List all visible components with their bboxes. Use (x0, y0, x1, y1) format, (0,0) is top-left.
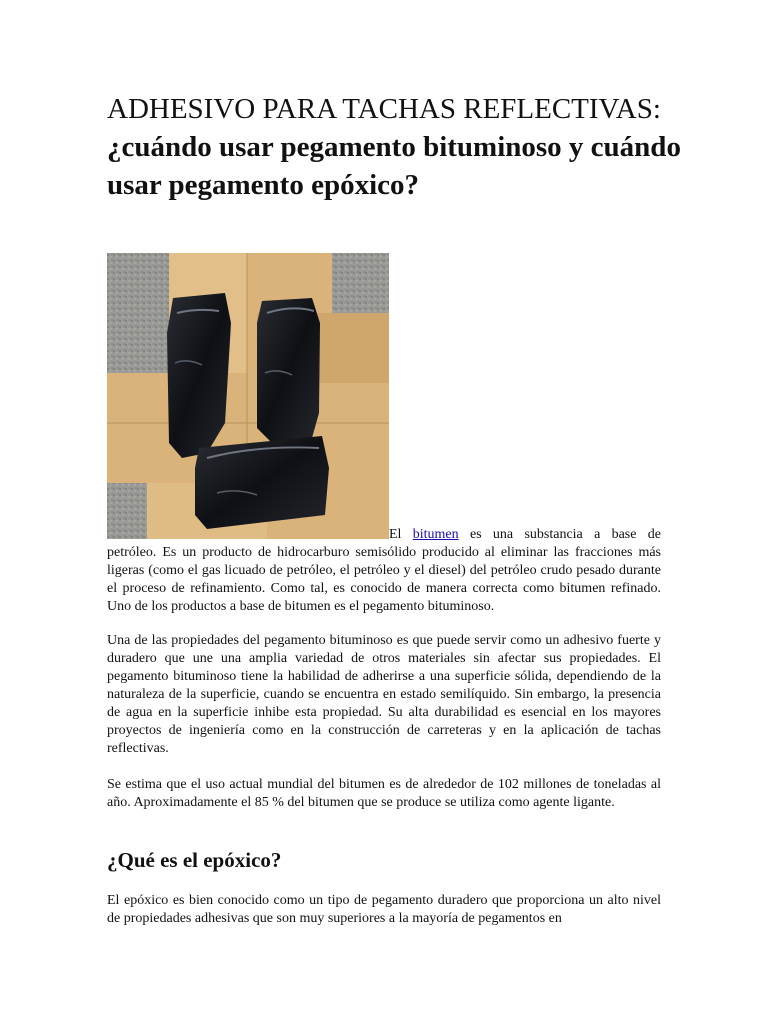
title-part2: ¿cuándo usar pegamento bituminoso y cuándo usar pegamento epóxico? (107, 131, 681, 201)
paragraph2: Una de las propiedades del pegamento bituminoso es que puede servir como un adhesivo fuerte y duradero que une una amplia variedad de otros materiales sin afectar sus propiedades. El pegamento bituminoso tiene la habilidad de adherirse a una superficie sólida, dependiendo de la naturaleza de la superficie, cuando se encuentra en estado semilíquido. Sin embargo, la presencia de agua en la superficie inhibe esta propiedad. Su alta durabilidad es esencial en los mayores proyectos de ingeniería como en la construcción de carreteras y en la aplicación de tachas reflectivas. (107, 633, 661, 756)
p1-after-link: es una substancia a base de (458, 527, 661, 542)
paragraph3: Se estima que el uso actual mundial del bitumen es de alrededor de 102 millones de toneladas al año. Aproximadamente el 85 % del bitumen que se produce se utiliza como agente ligante. (107, 777, 661, 810)
title-part1: ADHESIVO PARA TACHAS REFLECTIVAS: (107, 93, 661, 125)
paragraph1-first-line (389, 526, 661, 544)
subheading-epoxico: ¿Qué es el epóxico? (107, 848, 282, 872)
article-title (107, 90, 687, 204)
paragraph4: El epóxico es bien conocido como un tipo de pegamento duradero que proporciona un alto nivel de propiedades adhesivas que son muy superiores a la mayoría de pegamentos en (107, 893, 661, 926)
p1-lead: El (389, 527, 413, 542)
bitumen-photo (107, 253, 389, 539)
paragraph1-body: petróleo. Es un producto de hidrocarburo semisólido producido al eliminar las fracciones más ligeras (como el gas licuado de petróleo, el petróleo y el diesel) del petróleo crudo pesado durante el proceso de refinamiento. Como tal, es conocido de manera correcta como bitumen refinado. Uno de los productos a base de bitumen es el pegamento bituminoso. (107, 545, 661, 614)
bitumen-link[interactable]: bitumen (412, 527, 459, 542)
